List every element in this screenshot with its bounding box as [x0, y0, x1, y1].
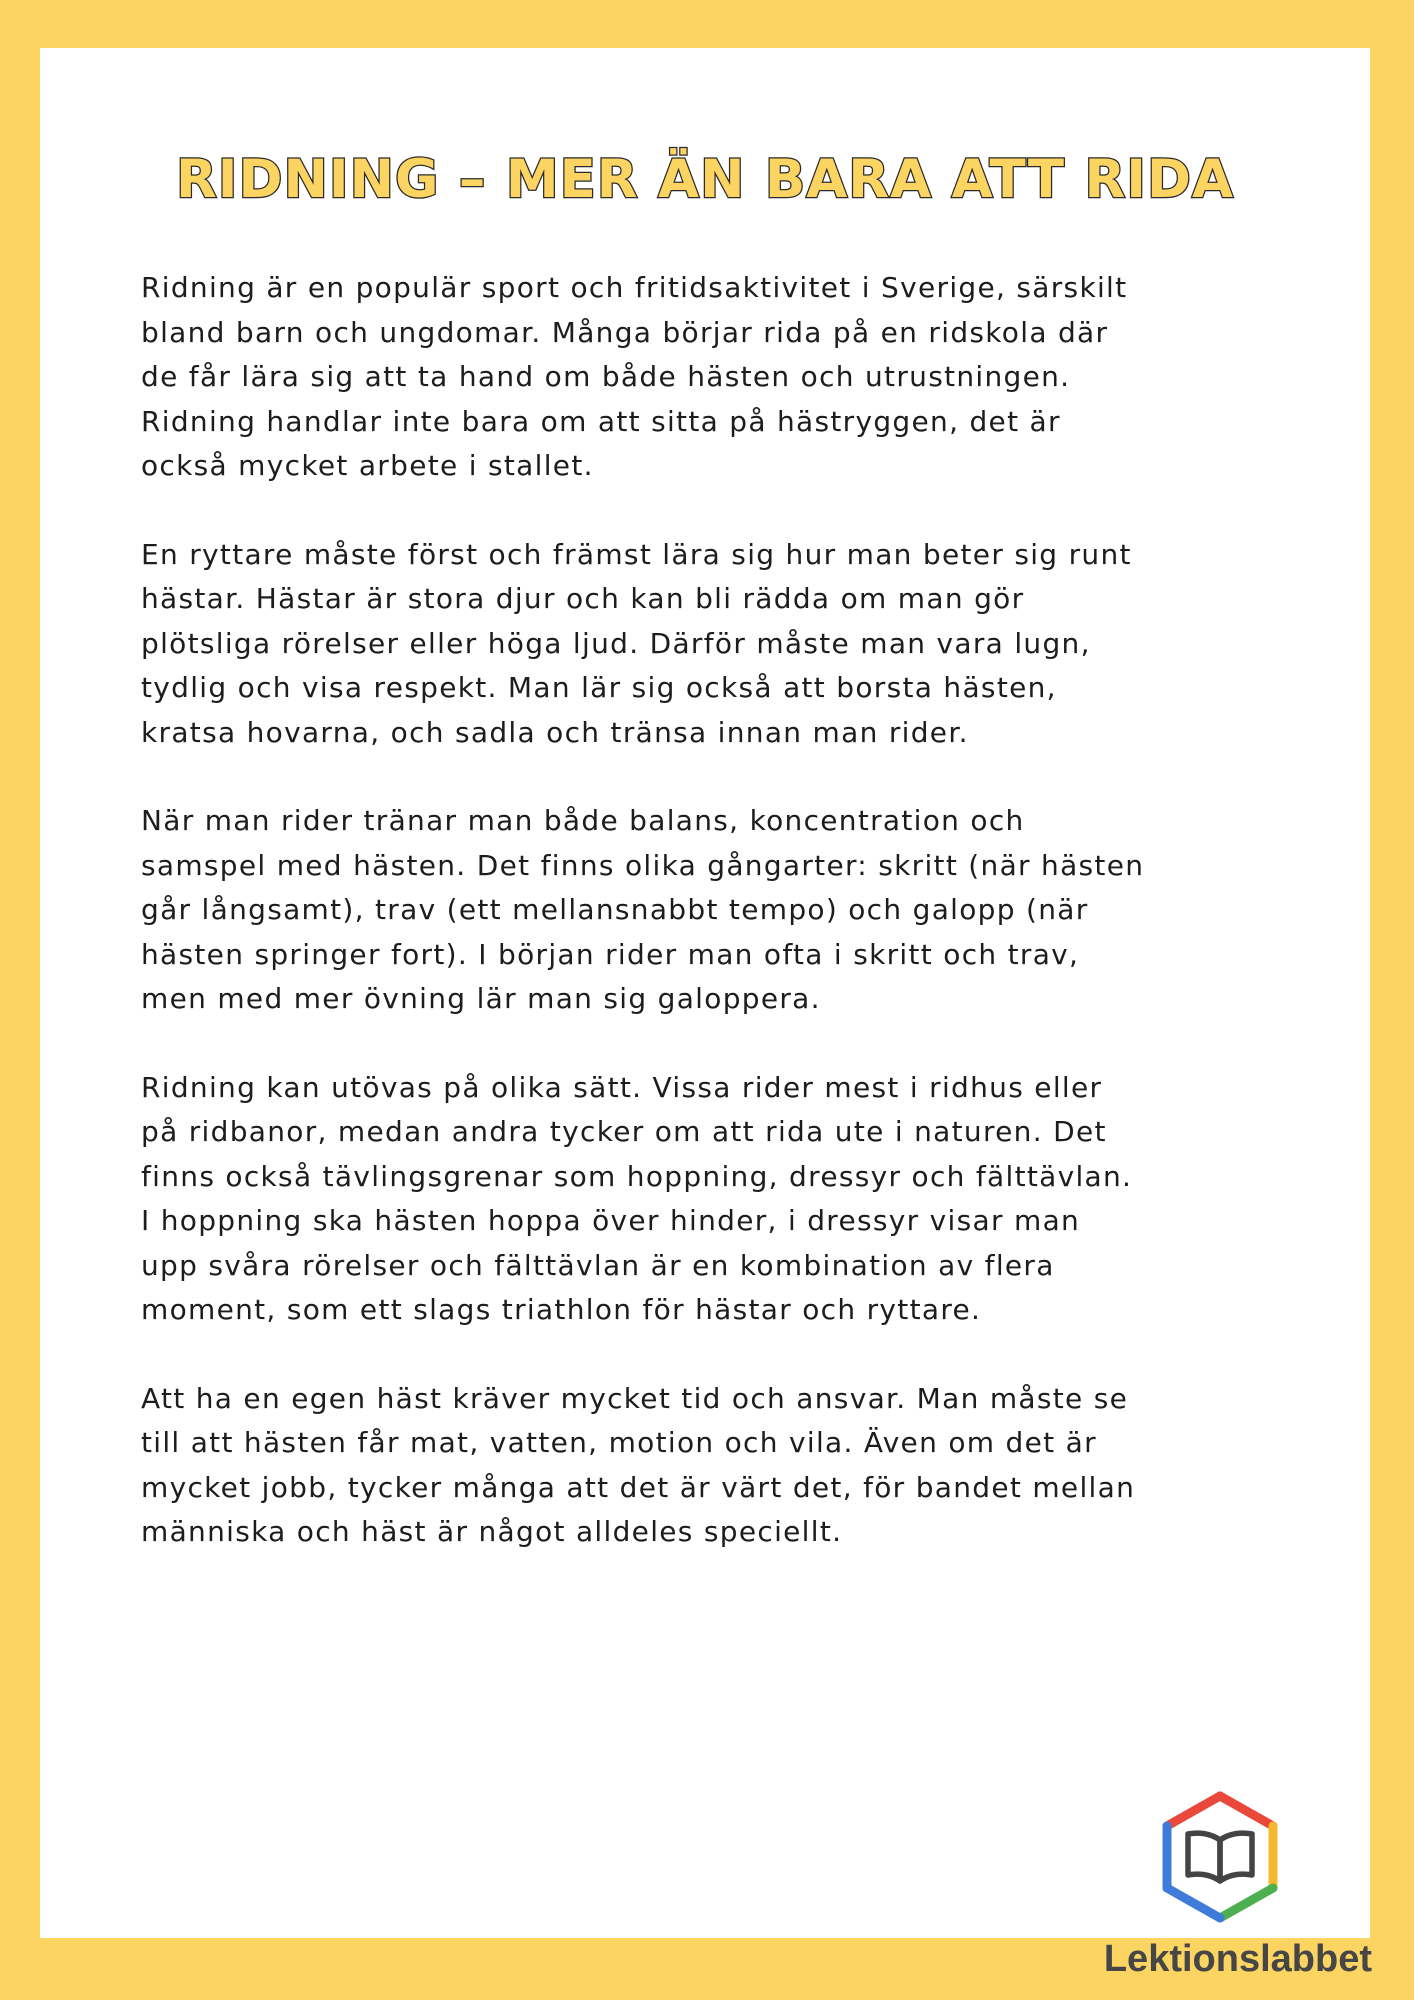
- text-line: upp svåra rörelser och fälttävlan är en kombination av flera: [141, 1248, 1055, 1282]
- text-line: plötsliga rörelser eller höga ljud. Därför måste man vara lugn,: [141, 626, 1091, 660]
- logo-edge-red: [1220, 1796, 1273, 1826]
- text-line: till att hästen får mat, vatten, motion och vila. Även om det är: [141, 1426, 1097, 1459]
- text-line: Ridning handlar inte bara om att sitta på hästryggen, det är: [141, 404, 1061, 438]
- text-line: bland barn och ungdomar. Många börjar rida på en ridskola där: [141, 315, 1109, 349]
- document-title: RIDNING – MER ÄN BARA ATT RIDA: [175, 149, 1234, 210]
- text-line: hästar. Hästar är stora djur och kan bli rädda om man gör: [141, 582, 1025, 615]
- paragraph: [141, 533, 1281, 756]
- text-line: hästen springer fort). I början rider man ofta i skritt och trav,: [141, 937, 1080, 971]
- text-line: Ridning är en populär sport och fritidsaktivitet i Sverige, särskilt: [141, 271, 1128, 304]
- text-line: samspel med hästen. Det finns olika gångarter: skritt (när hästen: [141, 848, 1145, 882]
- paragraph: [141, 799, 1281, 1022]
- text-line: Att ha en egen häst kräver mycket tid och ansvar. Man måste se: [141, 1381, 1129, 1415]
- paragraph: [141, 1066, 1281, 1333]
- text-line: de får lära sig att ta hand om både hästen och utrustningen.: [141, 360, 1071, 393]
- text-line: går långsamt), trav (ett mellansnabbt tempo) och galopp (när: [141, 893, 1089, 926]
- text-line: tydlig och visa respekt. Man lär sig också att borsta hästen,: [141, 671, 1057, 704]
- text-line: Ridning kan utövas på olika sätt. Vissa rider mest i ridhus eller: [141, 1070, 1103, 1104]
- text-line: moment, som ett slags triathlon för hästar och ryttare.: [141, 1293, 982, 1326]
- logo-edge-red: [1167, 1796, 1220, 1826]
- text-line: kratsa hovarna, och sadla och tränsa innan man rider.: [141, 715, 969, 749]
- text-line: också mycket arbete i stallet.: [141, 449, 594, 482]
- text-line: I hoppning ska hästen hoppa över hinder, i dressyr visar man: [141, 1204, 1081, 1237]
- open-book-hexagon-icon: [1155, 1790, 1285, 1924]
- text-line: på ridbanor, medan andra tycker om att rida ute i naturen. Det: [141, 1115, 1107, 1148]
- book-icon: [1188, 1833, 1252, 1881]
- worksheet-page: [40, 48, 1370, 1938]
- text-line: mycket jobb, tycker många att det är värt det, för bandet mellan: [141, 1470, 1136, 1504]
- logo-edge-blue: [1167, 1888, 1220, 1918]
- text-line: men med mer övning lär man sig galoppera.: [141, 982, 821, 1015]
- article-body: [141, 266, 1281, 1599]
- text-line: En ryttare måste först och främst lära sig hur man beter sig runt: [141, 537, 1132, 571]
- paragraph: [141, 266, 1281, 489]
- text-line: människa och häst är något alldeles speciellt.: [141, 1515, 843, 1548]
- logo-edge-green: [1220, 1888, 1273, 1918]
- text-line: När man rider tränar man både balans, koncentration och: [141, 804, 1025, 837]
- text-line: finns också tävlingsgrenar som hoppning, dressyr och fälttävlan.: [141, 1159, 1133, 1193]
- paragraph: [141, 1377, 1281, 1555]
- brand-name: Lektionslabbet: [1103, 1938, 1372, 1980]
